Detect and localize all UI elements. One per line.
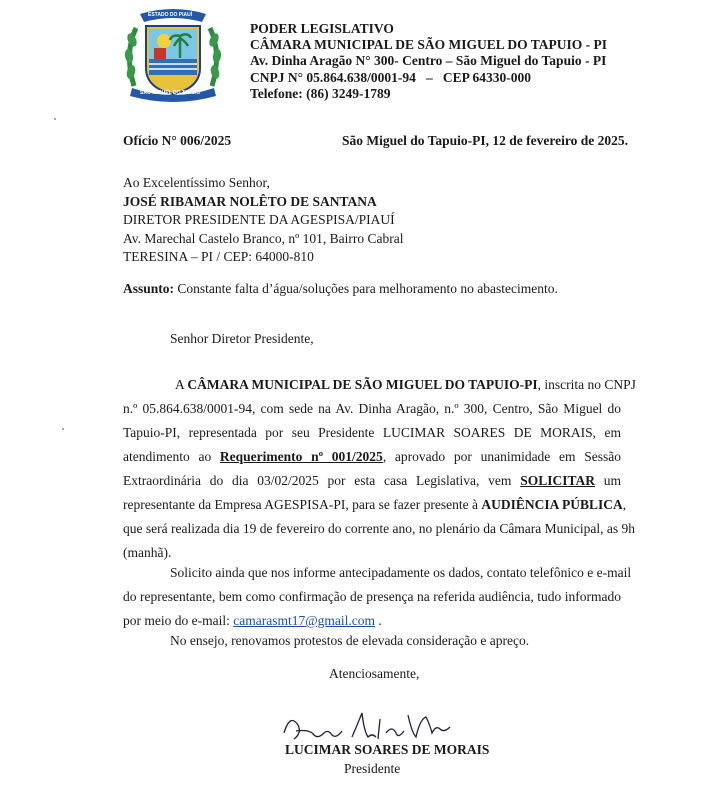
- request-reference: Requerimento nº 001/2025: [219, 449, 383, 464]
- recipient-greeting: Ao Excelentíssimo Senhor,: [123, 175, 270, 190]
- letterhead-line-4: CNPJ N° 05.864.638/0001-94 – CEP 64330-000: [250, 69, 532, 85]
- paragraph-line: Solicito ainda que nos informe antecipadamente os dados, contato telefônico e e-mail: [170, 565, 632, 580]
- paragraph-line: do representante, bem como confirmação de presença na referida audiência, tudo informado: [123, 589, 621, 604]
- request-verb: SOLICITAR: [520, 473, 595, 488]
- council-name: CÂMARA MUNICIPAL DE SÃO MIGUEL DO TAPUIO-PI: [187, 377, 538, 392]
- scan-speck: [54, 118, 56, 120]
- letterhead-line-3: Av. Dinha Aragão N° 300- Centro – São Miguel do Tapuio - PI: [250, 53, 607, 69]
- municipal-emblem: [118, 8, 228, 104]
- letterhead-line-5: Telefone: (86) 3249-1789: [250, 85, 391, 101]
- body-paragraph-3: No ensejo, renovamos protestos de elevada consideração e apreço.: [170, 633, 530, 648]
- paragraph-line: (manhã).: [123, 545, 172, 560]
- paragraph-line: Tapuio-PI, representada por seu Presidente LUCIMAR SOARES DE MORAIS, em: [123, 425, 621, 440]
- paragraph-line: n.º 05.864.638/0001-94, com sede na Av. Dinha Aragão, n.º 300, Centro, São Miguel do: [123, 401, 621, 416]
- closing: Atenciosamente,: [329, 666, 420, 681]
- paragraph-line: que será realizada dia 19 de fevereiro do corrente ano, no plenário da Câmara Municipal, as 9h: [123, 521, 636, 536]
- subject-line: [123, 281, 558, 297]
- recipient-address: Av. Marechal Castelo Branco, nº 101, Bairro Cabral: [123, 230, 404, 246]
- emblem-text-top: ESTADO DO PIAUÍ: [148, 12, 193, 18]
- email-link[interactable]: camarasmt17@gmail.com: [233, 613, 375, 628]
- emblem-text-bottom: SÃO MIGUEL DO TAPUIO: [140, 90, 201, 96]
- office-number: Ofício N° 006/2025: [123, 133, 232, 148]
- hearing-label: AUDIÊNCIA PÚBLICA: [481, 497, 623, 512]
- paragraph-line: por meio do e-mail: camarasmt17@gmail.com .: [123, 613, 382, 628]
- subject-label: Assunto:: [123, 281, 175, 296]
- salutation: Senhor Diretor Presidente,: [170, 331, 314, 346]
- scan-speck: [62, 428, 64, 430]
- signatory-role: Presidente: [344, 761, 401, 776]
- paragraph-line: A CÂMARA MUNICIPAL DE SÃO MIGUEL DO TAPUIO-PI, inscrita no CNPJ: [175, 377, 636, 392]
- body-paragraph-2: [123, 561, 632, 633]
- recipient-city: TERESINA – PI / CEP: 64000-810: [123, 249, 314, 264]
- place-date: São Miguel do Tapuio-PI, 12 de fevereiro de 2025.: [342, 133, 629, 148]
- letterhead-line-2: CÂMARA MUNICIPAL DE SÃO MIGUEL DO TAPUIO - PI: [250, 37, 608, 53]
- letterhead-line-1: PODER LEGISLATIVO: [250, 21, 394, 36]
- recipient-title: DIRETOR PRESIDENTE DA AGESPISA/PIAUÍ: [123, 212, 395, 227]
- paragraph-line: representante da Empresa AGESPISA-PI, para se fazer presente à AUDIÊNCIA PÚBLICA,: [123, 497, 627, 512]
- subject-text: Constante falta d’água/soluções para melhoramento no abastecimento.: [174, 281, 558, 296]
- paragraph-line: atendimento ao Requerimento nº 001/2025, aprovado por unanimidade em Sessão: [123, 449, 621, 464]
- letterhead: [250, 21, 607, 102]
- recipient-name: JOSÉ RIBAMAR NOLÊTO DE SANTANA: [123, 193, 377, 209]
- recipient-block: [123, 174, 403, 267]
- body-paragraph-1: [123, 373, 636, 565]
- paragraph-line: Extraordinária do dia 03/02/2025 por esta casa Legislativa, vem SOLICITAR um: [123, 473, 621, 488]
- signatory-name: LUCIMAR SOARES DE MORAIS: [285, 742, 490, 757]
